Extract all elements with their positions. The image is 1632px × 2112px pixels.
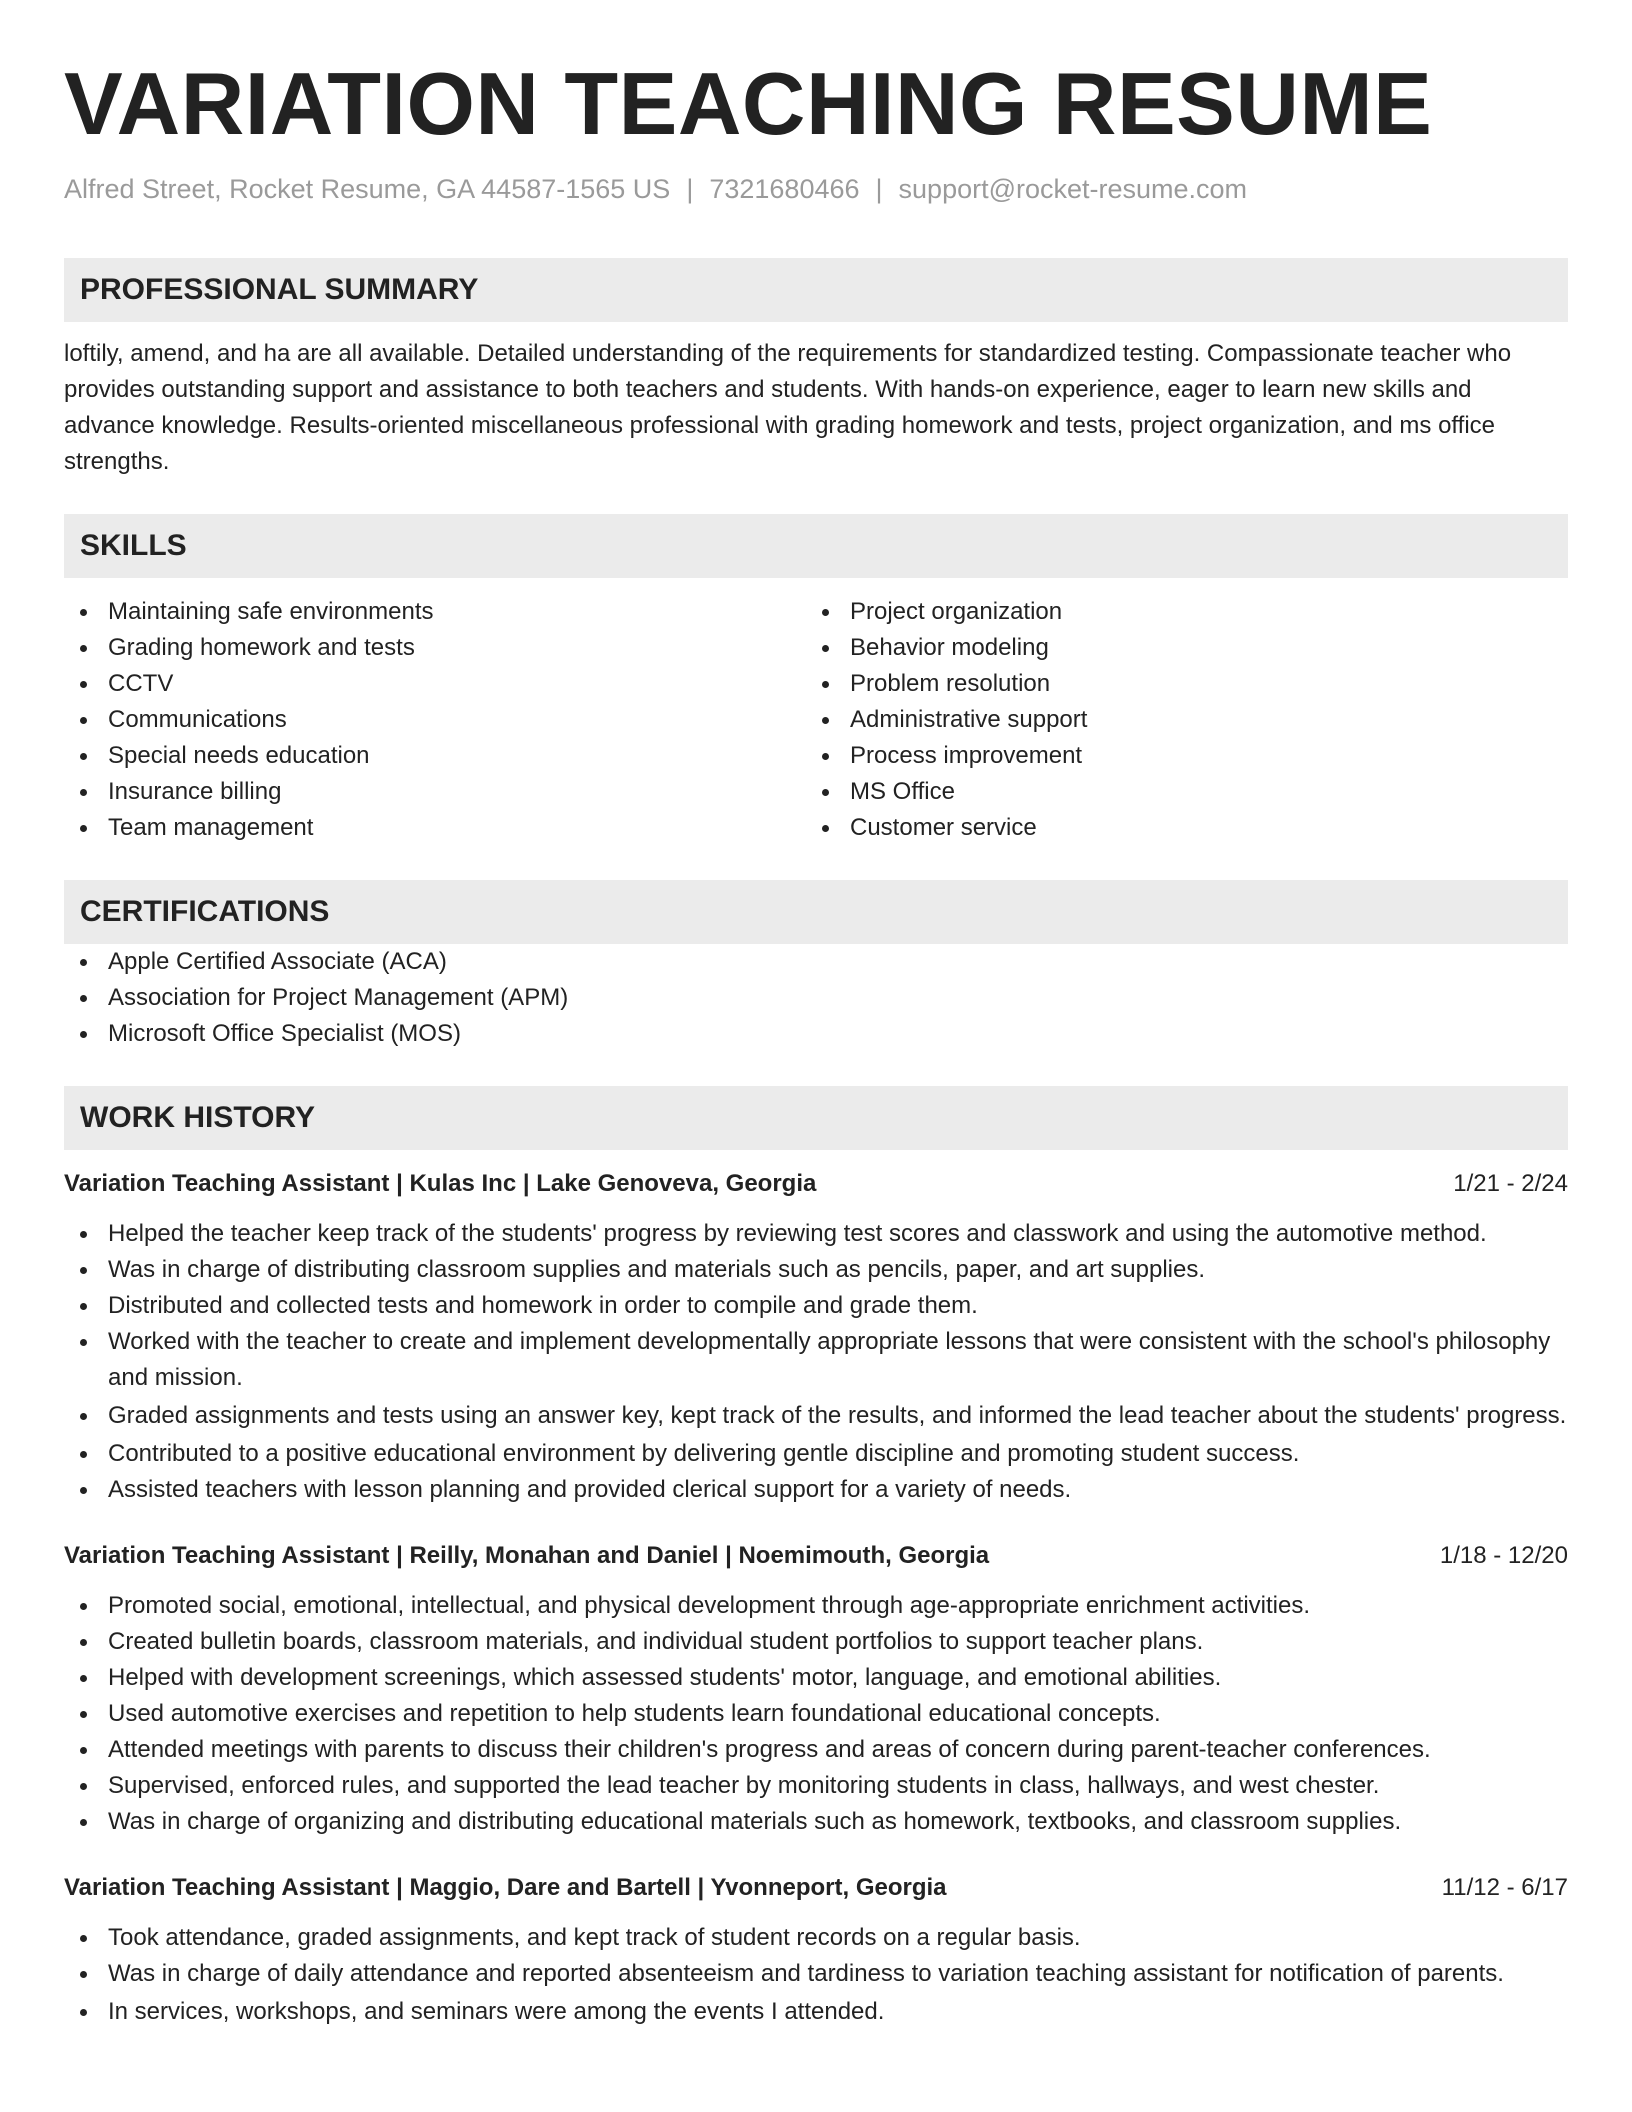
job-duty: Supervised, enforced rules, and supported the lead teacher by monitoring students in class, hallways, and west chester. bbox=[64, 1768, 1568, 1804]
job-title: Variation Teaching Assistant | Maggio, Dare and Bartell | Yvonneport, Georgia bbox=[64, 1874, 947, 1901]
job-duties-list bbox=[64, 1920, 1568, 2030]
certification-item: Association for Project Management (APM) bbox=[64, 980, 1568, 1016]
job-duties-list bbox=[64, 1588, 1568, 1840]
section-header-certifications: CERTIFICATIONS bbox=[64, 880, 1568, 944]
job-header bbox=[64, 1166, 1568, 1202]
job-title: Variation Teaching Assistant | Kulas Inc | Lake Genoveva, Georgia bbox=[64, 1170, 817, 1197]
section-header-summary: PROFESSIONAL SUMMARY bbox=[64, 258, 1568, 322]
skill-item: Maintaining safe environments bbox=[64, 594, 806, 630]
skill-item: Special needs education bbox=[64, 738, 806, 774]
job-duty: Distributed and collected tests and homework in order to compile and grade them. bbox=[64, 1288, 1568, 1324]
skill-item: Grading homework and tests bbox=[64, 630, 806, 666]
job-duty: Was in charge of organizing and distributing educational materials such as homework, textbooks, and classroom supplies. bbox=[64, 1804, 1568, 1840]
certification-item: Apple Certified Associate (ACA) bbox=[64, 944, 1568, 980]
certification-item: Microsoft Office Specialist (MOS) bbox=[64, 1016, 1568, 1052]
job-header bbox=[64, 1538, 1568, 1574]
job-duty: Was in charge of daily attendance and reported absenteeism and tardiness to variation teaching assistant for notification of parents. bbox=[64, 1956, 1568, 1992]
skill-item: Customer service bbox=[806, 810, 1548, 846]
skill-item: Insurance billing bbox=[64, 774, 806, 810]
job-entry bbox=[64, 1166, 1568, 1508]
contact-email: support@rocket-resume.com bbox=[898, 174, 1248, 204]
skill-item: Process improvement bbox=[806, 738, 1548, 774]
job-header bbox=[64, 1870, 1568, 1906]
skill-item: Project organization bbox=[806, 594, 1548, 630]
skill-item: Behavior modeling bbox=[806, 630, 1548, 666]
job-duty: Graded assignments and tests using an answer key, kept track of the results, and informed the lead teacher about the students' progress. bbox=[64, 1398, 1568, 1434]
job-duty: Created bulletin boards, classroom materials, and individual student portfolios to support teacher plans. bbox=[64, 1624, 1568, 1660]
job-duty: In services, workshops, and seminars were among the events I attended. bbox=[64, 1994, 1568, 2030]
skill-item: MS Office bbox=[806, 774, 1548, 810]
job-entry bbox=[64, 1538, 1568, 1840]
skills-column-left bbox=[64, 594, 806, 846]
skill-item: Communications bbox=[64, 702, 806, 738]
certifications-list bbox=[64, 944, 1568, 1052]
skills-grid bbox=[64, 594, 1568, 846]
job-duty: Used automotive exercises and repetition to help students learn foundational educational concepts. bbox=[64, 1696, 1568, 1732]
contact-address: Alfred Street, Rocket Resume, GA 44587-1565 US bbox=[64, 174, 671, 204]
job-dates: 1/18 - 12/20 bbox=[1439, 1542, 1568, 1569]
job-duty: Helped with development screenings, which assessed students' motor, language, and emotional abilities. bbox=[64, 1660, 1568, 1696]
job-duty: Helped the teacher keep track of the students' progress by reviewing test scores and classwork and using the automotive method. bbox=[64, 1216, 1568, 1252]
skill-item: Problem resolution bbox=[806, 666, 1548, 702]
contact-separator: | bbox=[686, 174, 694, 204]
skills-column-right bbox=[806, 594, 1548, 846]
job-duty: Promoted social, emotional, intellectual, and physical development through age-appropriate enrichment activities. bbox=[64, 1588, 1568, 1624]
job-entry bbox=[64, 1870, 1568, 2030]
section-header-work-history: WORK HISTORY bbox=[64, 1086, 1568, 1150]
contact-separator: | bbox=[875, 174, 883, 204]
job-title: Variation Teaching Assistant | Reilly, Monahan and Daniel | Noemimouth, Georgia bbox=[64, 1542, 990, 1569]
contact-phone: 7321680466 bbox=[709, 174, 860, 204]
job-duty: Contributed to a positive educational environment by delivering gentle discipline and promoting student success. bbox=[64, 1436, 1568, 1472]
skill-item: Team management bbox=[64, 810, 806, 846]
job-duties-list bbox=[64, 1216, 1568, 1508]
skill-item: CCTV bbox=[64, 666, 806, 702]
skill-item: Administrative support bbox=[806, 702, 1548, 738]
section-header-skills: SKILLS bbox=[64, 514, 1568, 578]
contact-line bbox=[64, 172, 1568, 206]
job-duty: Took attendance, graded assignments, and kept track of student records on a regular basis. bbox=[64, 1920, 1568, 1956]
job-dates: 11/12 - 6/17 bbox=[1441, 1874, 1568, 1901]
job-duty: Worked with the teacher to create and implement developmentally appropriate lessons that were consistent with the school's philosophy and mission. bbox=[64, 1324, 1568, 1396]
resume-title: VARIATION TEACHING RESUME bbox=[64, 54, 1433, 153]
job-dates: 1/21 - 2/24 bbox=[1453, 1170, 1568, 1197]
job-duty: Attended meetings with parents to discuss their children's progress and areas of concern during parent-teacher conferences. bbox=[64, 1732, 1568, 1768]
job-duty: Was in charge of distributing classroom supplies and materials such as pencils, paper, and art supplies. bbox=[64, 1252, 1568, 1288]
job-duty: Assisted teachers with lesson planning and provided clerical support for a variety of needs. bbox=[64, 1472, 1568, 1508]
summary-text: loftily, amend, and ha are all available. Detailed understanding of the requirements for standardized testing. Compassionate teacher who provides outstanding support and assistance to both teachers and students. With hands-on experience, eager to learn new skills and advance knowledge. Results-oriented miscellaneous professional with grading homework and tests, project organization, and ms office strengths. bbox=[64, 340, 1512, 475]
